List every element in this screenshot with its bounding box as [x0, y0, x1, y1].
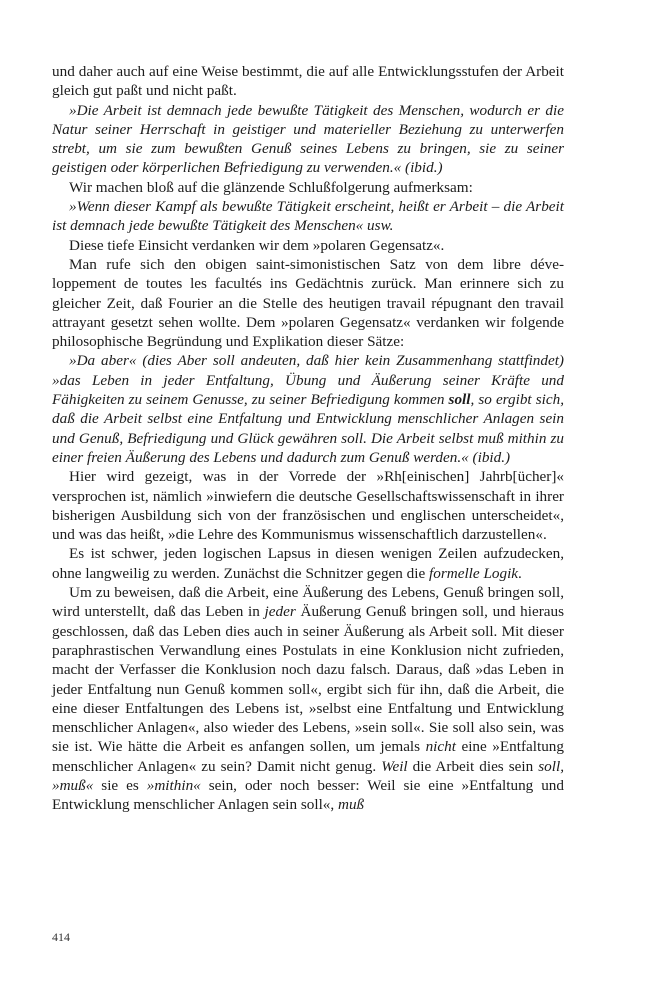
text-run: Es ist schwer, jeden logischen Lapsus in diesen wenigen Zeilen aufzudecken, ohne langweilig zu werden. Zunächst die Schnitzer gegen die [52, 545, 564, 582]
text-run: . [518, 564, 522, 582]
paragraph [52, 583, 564, 815]
italic-text: Weil [381, 757, 408, 775]
paragraph [52, 62, 564, 101]
italic-text: muß [337, 796, 365, 814]
paragraph [52, 255, 564, 351]
paragraph [52, 351, 564, 467]
text-run: die Arbeit dies sein [407, 757, 539, 775]
text-run: Hier wird gezeigt, was in der Vorrede der »Rh[einischen] Jahrb[ücher]« versprochen ist, nämlich »inwiefern die deutsche Gesellschaftswissenschaft in ihrer bisherigen Ausbildung sich von der französischen und englischen unterscheidet«, und was das heißt, »die Lehre des Kommunismus wissenschaftlich darzustellen«. [52, 468, 564, 544]
italic-text: nicht [425, 738, 456, 756]
page-number: 414 [52, 930, 70, 944]
text-run: Diese tiefe Einsicht verdanken wir dem »polaren Gegensatz«. [69, 236, 445, 254]
paragraph [52, 467, 564, 544]
text-run: Äußerung Genuß bringen soll, und hieraus geschlossen, daß das Leben dies auch in seiner Äußerung als Arbeit soll. Mit dieser paraphrastischen Verwandlung eines Postulats in eine Konklusion nicht zufrieden, macht der Verfasser die Konklusion noch dazu falsch. Daraus, daß »das Leben in jeder Entfaltung nun Genuß kommen soll«, ergibt sich für ihn, daß die Arbeit, die eine dieser Entfaltungen des Lebens ist, »selbst eine Entfaltung und Entwicklung menschlicher Anlagen«, also wieder des Lebens, »sein soll«. Sie soll also sein, was sie ist. Wie hätte die Arbeit es anfangen sollen, um jemals [52, 603, 564, 756]
text-run: Wir machen bloß auf die glänzende Schlußfolgerung aufmerksam: [69, 178, 473, 196]
text-run: , so ergibt sich, daß die Arbeit selbst eine Entfaltung und Entwicklung menschlicher Anlagen sein und Genuß, Befriedigung und Glück gewähren soll. Die Arbeit selbst muß mithin zu einer freien Äußerung des Lebens und dadurch zum Genuß werden.« (ibid.) [52, 391, 564, 466]
italic-text: jeder [264, 603, 296, 621]
text-run: eine »Entfaltung menschlicher Anlagen« zu sein? Damit nicht genug. [52, 738, 564, 775]
body-text [52, 62, 564, 815]
text-run: und daher auch auf eine Weise bestimmt, die auf alle Entwicklungsstufen der Arbeit gleich gut paßt und nicht paßt. [52, 63, 564, 100]
paragraph [52, 178, 564, 197]
text-run: sie es [93, 776, 147, 794]
bold-text: soll [448, 391, 471, 409]
text-run: »Da aber« (dies Aber soll andeuten, daß hier kein Zusammenhang stattfindet) »das Leben in jeder Entfaltung, Übung und Äußerung seiner Kräfte und Fähigkeiten zu seinem Genusse, zu seiner Befriedigung kommen [52, 352, 564, 409]
text-run: »Die Arbeit ist demnach jede bewußte Tätigkeit des Menschen, wodurch er die Natur seiner Herrschaft in geistiger und materieller Beziehung zu unterwerfen strebt, um sie zum bewußten Genuß seines Lebens zu bringen, sie zu seiner geistigen oder körperlichen Befriedigung zu verwenden.« (ibid.) [52, 101, 564, 177]
text-run: »Wenn dieser Kampf als bewußte Tätigkeit erscheint, heißt er Arbeit – die Arbeit ist demnach jede bewußte Tätigkeit des Menschen« usw. [52, 198, 564, 235]
paragraph [52, 236, 564, 255]
paragraph [52, 101, 564, 178]
italic-text: soll, »muß« [52, 757, 565, 794]
paragraph [52, 544, 564, 583]
text-run: sein, oder noch besser: Weil sie eine »Entfaltung und Entwicklung menschlicher Anlagen sein soll«, [52, 776, 564, 814]
text-run: Um zu beweisen, daß die Arbeit, eine Äußerung des Lebens, Genuß bringen soll, wird unterstellt, daß das Leben in [52, 584, 564, 621]
paragraph [52, 197, 564, 236]
text-run: Man rufe sich den obigen saint-simonistischen Satz von dem libre développement de toutes les facultés ins Gedächtnis zurück. Man erinnere sich zu gleicher Zeit, daß Fourier an die Stelle des heutigen travail répugnant den travail attrayant gesetzt sehen wollte. Dem »polaren Gegensatz« verdanken wir folgende philosophische Begründung und Explikation dieser Sätze: [52, 255, 564, 351]
italic-text: »mithin« [146, 776, 201, 794]
italic-text: formelle Logik [429, 564, 519, 582]
